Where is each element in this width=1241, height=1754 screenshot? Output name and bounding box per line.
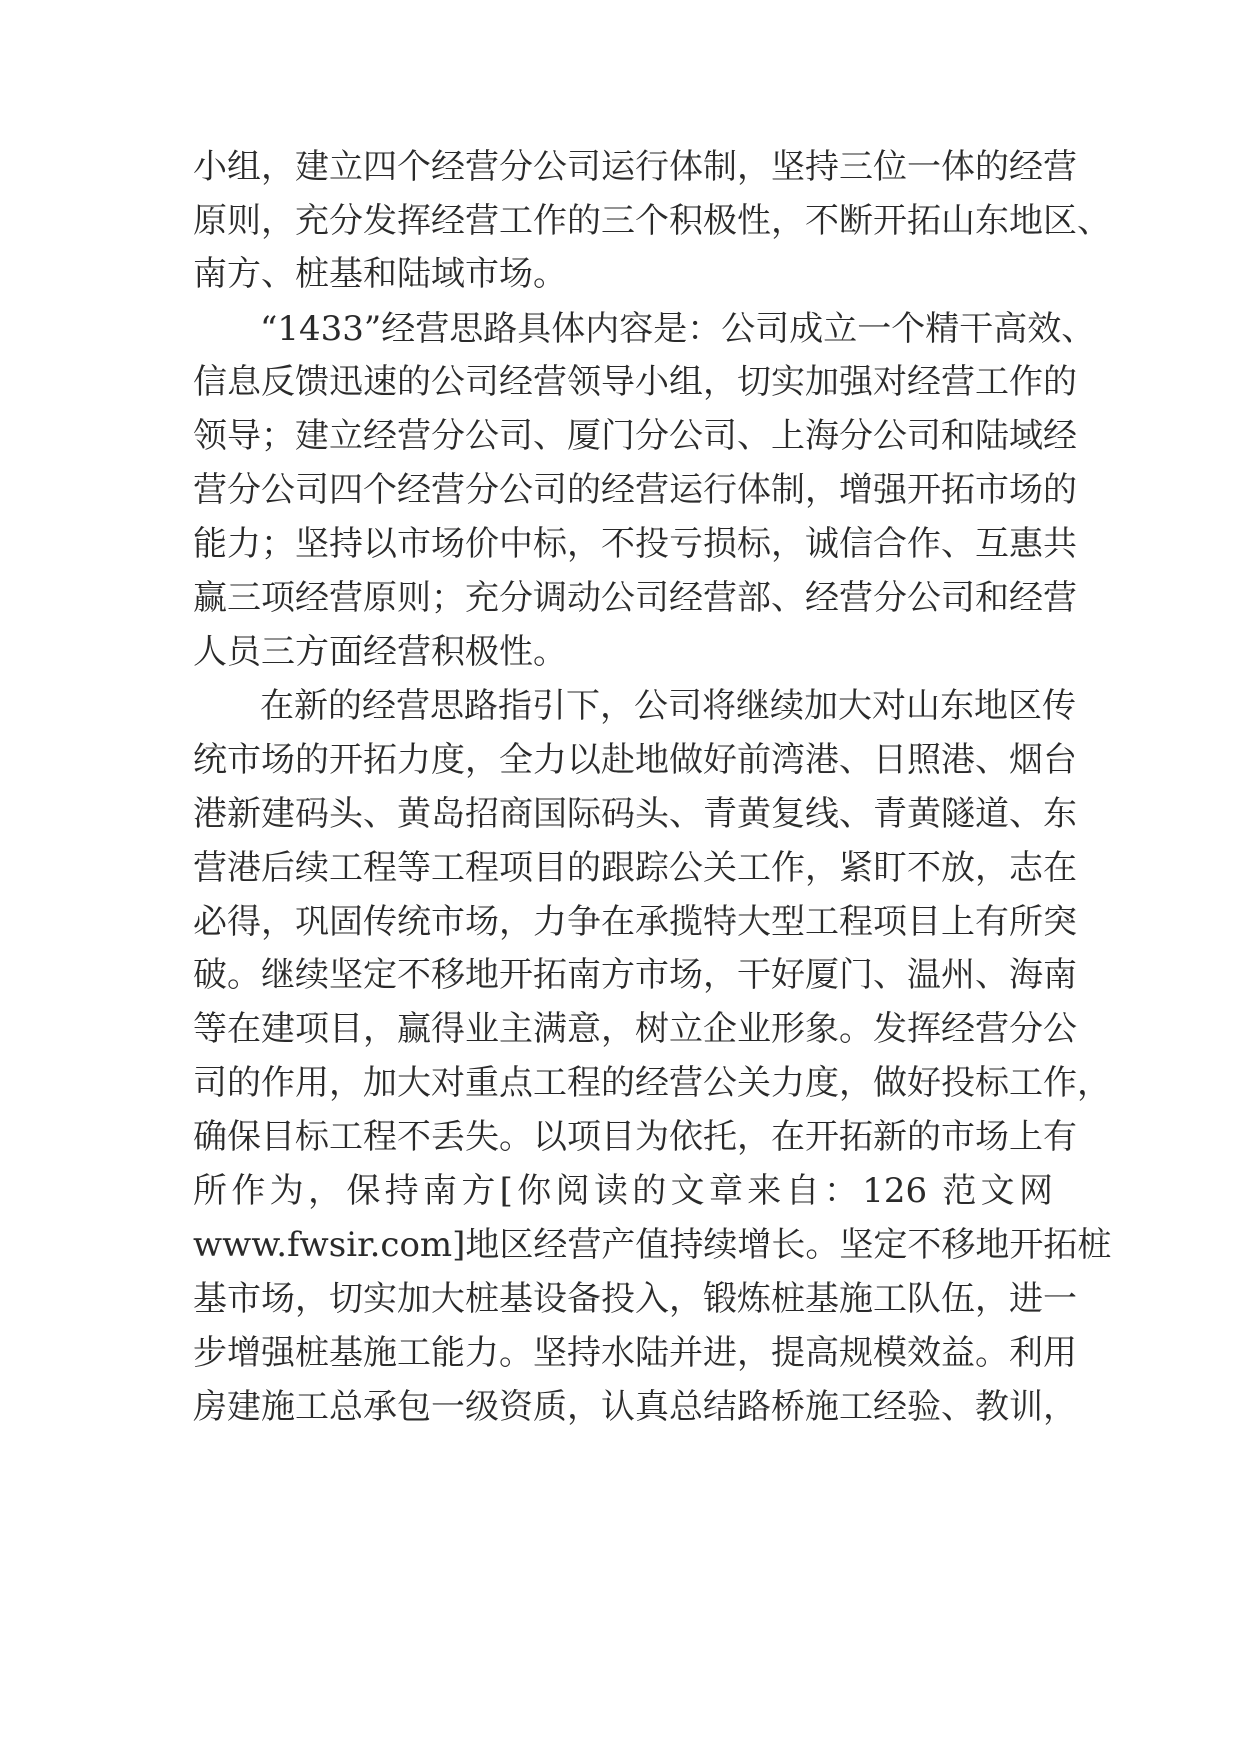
text-line: 信息反馈迅速的公司经营领导小组，切实加强对经营工作的 [193,362,1077,402]
text-line: 必得，巩固传统市场，力争在承揽特大型工程项目上有所突 [193,902,1077,942]
text-line: 人员三方面经营积极性。 [193,632,567,672]
text-line: 破。继续坚定不移地开拓南方市场，干好厦门、温州、海南 [193,955,1077,995]
text-line: 小组，建立四个经营分公司运行体制，坚持三位一体的经营 [193,147,1077,187]
text-line: www.fwsir.com]地区经营产值持续增长。坚定不移地开拓桩 [193,1225,1112,1265]
paragraph-start-line: “1433”经营思路具体内容是：公司成立一个精干高效、 [260,309,1096,349]
text-line: 赢三项经营原则；充分调动公司经营部、经营分公司和经营 [193,578,1077,618]
text-line: 确保目标工程不丢失。以项目为依托，在开拓新的市场上有 [193,1117,1077,1157]
text-line: 营港后续工程等工程项目的跟踪公关工作，紧盯不放，志在 [193,848,1077,888]
text-line: 司的作用，加大对重点工程的经营公关力度，做好投标工作， [193,1063,1111,1103]
text-line: 原则，充分发挥经营工作的三个积极性，不断开拓山东地区、 [193,201,1111,241]
text-line: 步增强桩基施工能力。坚持水陆并进，提高规模效益。利用 [193,1333,1077,1373]
text-line: 营分公司四个经营分公司的经营运行体制，增强开拓市场的 [193,470,1077,510]
text-line: 房建施工总承包一级资质，认真总结路桥施工经验、教训， [193,1387,1077,1427]
text-line: 等在建项目，赢得业主满意，树立企业形象。发挥经营分公 [193,1009,1077,1049]
text-line: 统市场的开拓力度，全力以赴地做好前湾港、日照港、烟台 [193,740,1077,780]
text-line: 港新建码头、黄岛招商国际码头、青黄复线、青黄隧道、东 [193,794,1077,834]
text-line: 所作为，保持南方[你阅读的文章来自：126 范文网 [193,1171,1053,1211]
text-line: 南方、桩基和陆域市场。 [193,254,567,294]
text-line: 领导；建立经营分公司、厦门分公司、上海分公司和陆域经 [193,416,1077,456]
text-line: 能力；坚持以市场价中标，不投亏损标，诚信合作、互惠共 [193,524,1077,564]
paragraph-start-line: 在新的经营思路指引下，公司将继续加大对山东地区传 [260,686,1076,726]
text-line: 基市场，切实加大桩基设备投入，锻炼桩基施工队伍，进一 [193,1279,1077,1319]
